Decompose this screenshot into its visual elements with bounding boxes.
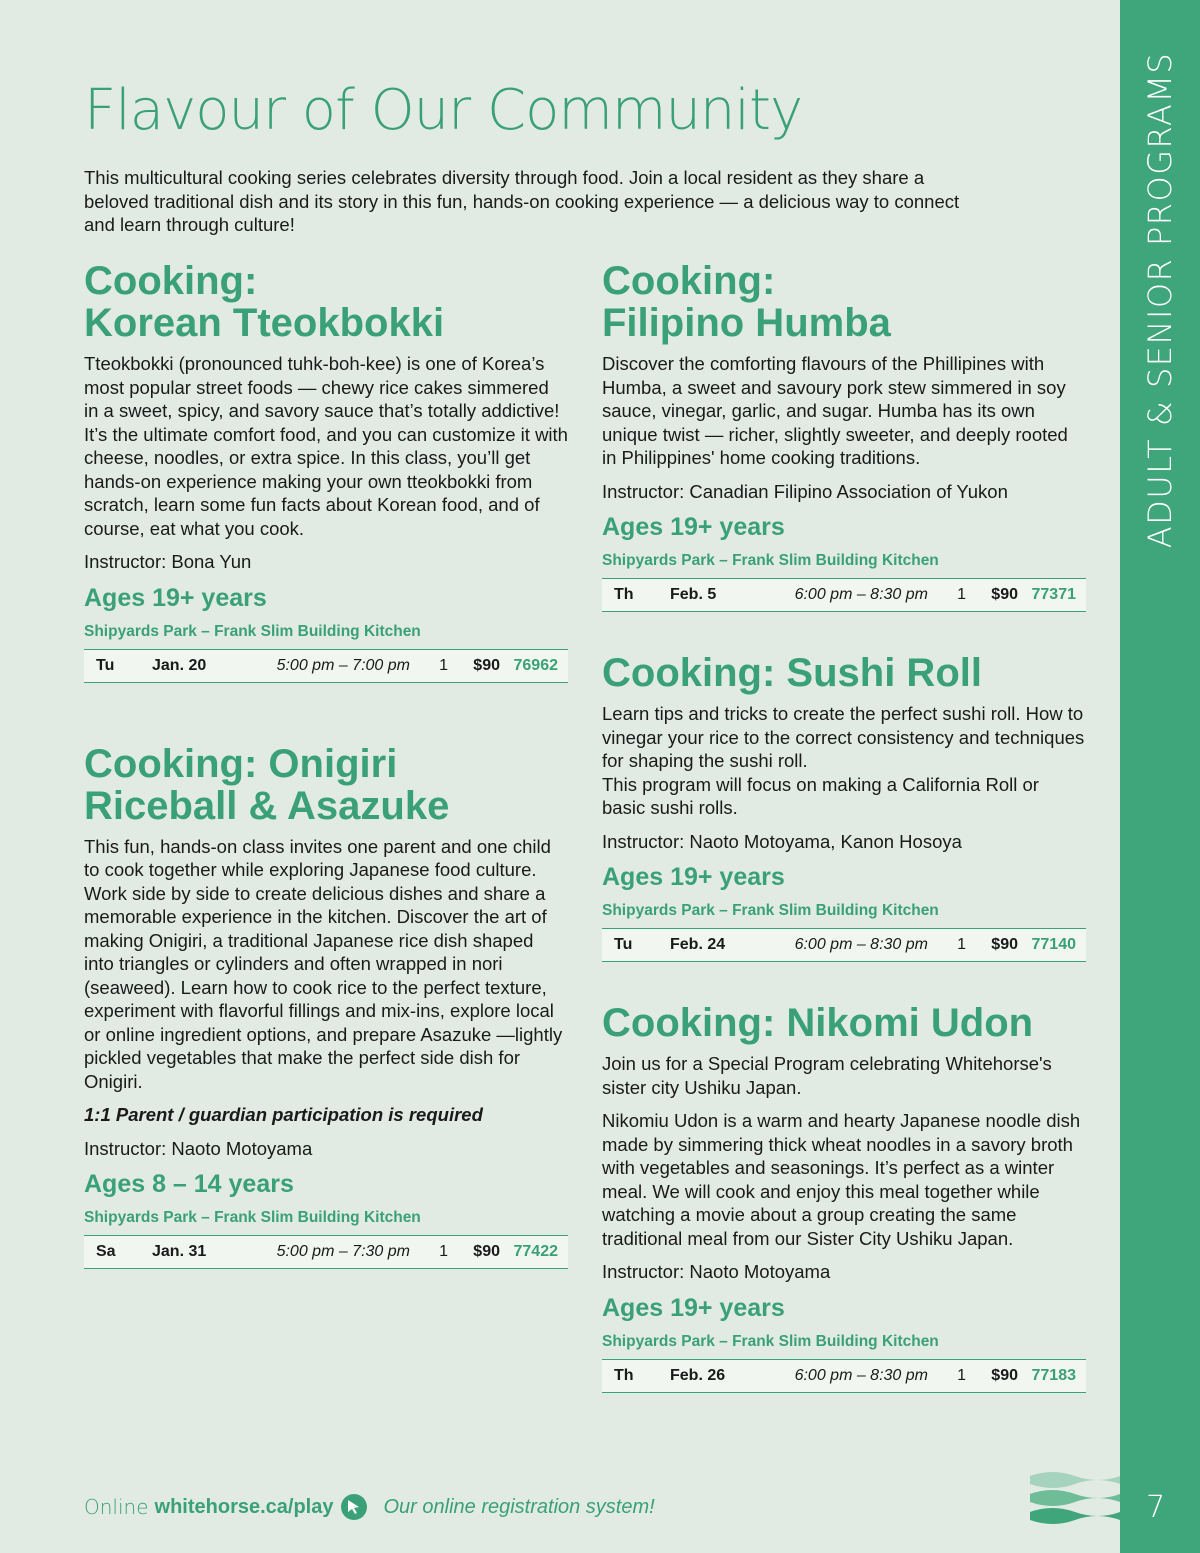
schedule-row[interactable] [602,578,1086,612]
program-humba [602,260,1086,612]
program-nikomi-udon [602,1002,1086,1393]
program-location: Shipyards Park – Frank Slim Building Kitchen [602,1332,939,1350]
schedule-course-code[interactable]: 77371 [1031,586,1076,603]
schedule-date: Jan. 31 [152,1243,207,1260]
section-label: ADULT & SENIOR PROGRAMS [1141,51,1179,549]
schedule-row[interactable] [602,928,1086,962]
schedule-sessions: 1 [957,586,966,603]
program-title [602,260,1086,344]
schedule-day: Tu [614,936,633,953]
program-sushi-roll [602,652,1086,962]
program-ages: Ages 8 – 14 years [84,1170,294,1198]
program-instructor: Instructor: Naoto Motoyama, Kanon Hosoya [602,830,962,852]
program-title: Cooking: Nikomi Udon [602,1001,1034,1045]
footer-online-label: Online [84,1495,149,1519]
program-title-line: Cooking: [84,259,258,303]
program-description [602,702,1086,820]
program-description: Join us for a Special Program celebrating Whitehorse's sister city Ushiku Japan. [602,1053,1052,1098]
page-title: Flavour of Our Community [84,78,803,143]
schedule-sessions: 1 [439,1243,448,1260]
schedule-day: Tu [96,656,115,674]
program-instructor: Instructor: Bona Yun [84,551,252,572]
program-ages: Ages 19+ years [602,1293,785,1322]
program-description-part: Learn tips and tricks to create the perfect sushi roll. How to vinegar your rice to the correct consistency and techniques for shaping the sushi roll. [602,703,1085,771]
schedule-day: Th [614,1366,634,1384]
schedule-course-code[interactable]: 77183 [1031,1366,1076,1384]
schedule-date: Jan. 20 [152,656,207,674]
page-number: 7 [1146,1490,1166,1525]
schedule-row[interactable] [84,649,568,683]
program-title-line: Cooking: [602,259,776,303]
program-title-line: Riceball & Asazuke [84,783,450,828]
right-column [602,260,1086,1393]
program-title-line: Korean Tteokbokki [84,301,445,345]
left-column [84,260,568,1269]
program-onigiri [84,743,568,1270]
program-title [84,260,568,344]
program-location: Shipyards Park – Frank Slim Building Kitchen [84,1209,421,1226]
schedule-sessions: 1 [439,656,448,674]
program-description: This fun, hands-on class invites one parent and one child to cook together while exploring Japanese food culture. Work side by side to create delicious dishes and share a memorable experience in the kitchen. Discover the art of making Onigiri, a traditional Japanese rice dish shaped into triangles or cylinders and often wrapped in nori (seaweed). Learn how to cook rice to the perfect texture, experiment with flavorful fillings and mix-ins, explore local or online ingredient options, and prepare Asazuke —lightly pickled vegetables that make the perfect side dish for Onigiri. [84,835,563,1092]
waves-icon [1030,1466,1120,1526]
program-description-part: This program will focus on making a California Roll or basic sushi rolls. [602,773,1039,818]
program-tteokbokki [84,260,568,683]
schedule-course-code[interactable]: 77422 [513,1243,558,1260]
program-ages: Ages 19+ years [602,863,785,891]
cursor-icon [341,1494,367,1520]
program-description: Tteokbokki (pronounced tuhk-boh-kee) is one of Korea’s most popular street foods — chewy rice cakes simmered in a sweet, spicy, and savory sauce that’s totally addictive! It’s the ultimate comfort food, and you can customize it with cheese, noodles, or extra spice. In this class, you’ll get hands-on experience making your own tteokbokki from scratch, learn some fun facts about Korean food, and of course, eat what you cook. [84,353,568,539]
footer [84,1494,655,1520]
schedule-row[interactable] [84,1235,568,1269]
program-title-line: Cooking: Onigiri [84,741,398,786]
footer-tagline: Our online registration system! [383,1495,655,1518]
program-requirement: 1:1 Parent / guardian participation is required [84,1104,483,1125]
program-description: Discover the comforting flavours of the Phillipines with Humba, a sweet and savoury pork stew simmered in soy sauce, vinegar, garlic, and sugar. Humba has its own unique twist — richer, slightly sweeter, and deeply rooted in Philippines' home cooking traditions. [602,353,1068,468]
schedule-price: $90 [473,656,500,674]
schedule-date: Feb. 5 [670,586,717,603]
schedule-date: Feb. 24 [670,936,726,953]
schedule-time: 5:00 pm – 7:00 pm [276,656,410,674]
program-location: Shipyards Park – Frank Slim Building Kitchen [602,552,939,569]
schedule-course-code[interactable]: 77140 [1031,936,1076,953]
schedule-sessions: 1 [957,1366,966,1384]
program-title-line: Filipino Humba [602,301,891,345]
schedule-course-code[interactable]: 76962 [513,656,558,674]
schedule-date: Feb. 26 [670,1366,726,1384]
program-title: Cooking: Sushi Roll [602,651,982,695]
intro-text: This multicultural cooking series celebrates diversity through food. Join a local resident as they share a beloved traditional dish and its story in this fun, hands-on cooking experience — a delicious way to connect and learn through culture! [84,167,960,235]
program-title [84,743,568,827]
schedule-day: Sa [96,1243,116,1260]
schedule-price: $90 [991,586,1018,603]
schedule-price: $90 [991,1366,1018,1384]
program-description-2: Nikomiu Udon is a warm and hearty Japanese noodle dish made by simmering thick wheat noodles in a savory broth with vegetables and seasonings. It’s perfect as a winter meal. We will cook and enjoy this meal together while watching a movie about a group creating the same traditional meal from our Sister City Ushiku Japan. [602,1110,1081,1249]
program-ages: Ages 19+ years [84,583,267,612]
schedule-row[interactable] [602,1359,1086,1393]
program-location: Shipyards Park – Frank Slim Building Kitchen [602,902,939,919]
program-instructor: Instructor: Naoto Motoyama [602,1261,831,1282]
schedule-time: 5:00 pm – 7:30 pm [276,1243,410,1260]
schedule-price: $90 [473,1243,500,1260]
schedule-sessions: 1 [957,936,966,953]
schedule-time: 6:00 pm – 8:30 pm [794,1366,928,1384]
schedule-price: $90 [991,936,1018,953]
schedule-day: Th [614,586,634,603]
program-instructor: Instructor: Canadian Filipino Association of Yukon [602,480,1008,502]
program-location: Shipyards Park – Frank Slim Building Kitchen [84,622,421,640]
program-instructor: Instructor: Naoto Motoyama [84,1137,313,1159]
schedule-time: 6:00 pm – 8:30 pm [794,586,928,603]
program-ages: Ages 19+ years [602,513,785,541]
schedule-time: 6:00 pm – 8:30 pm [794,936,928,953]
footer-url-link[interactable]: whitehorse.ca/play [154,1495,334,1518]
